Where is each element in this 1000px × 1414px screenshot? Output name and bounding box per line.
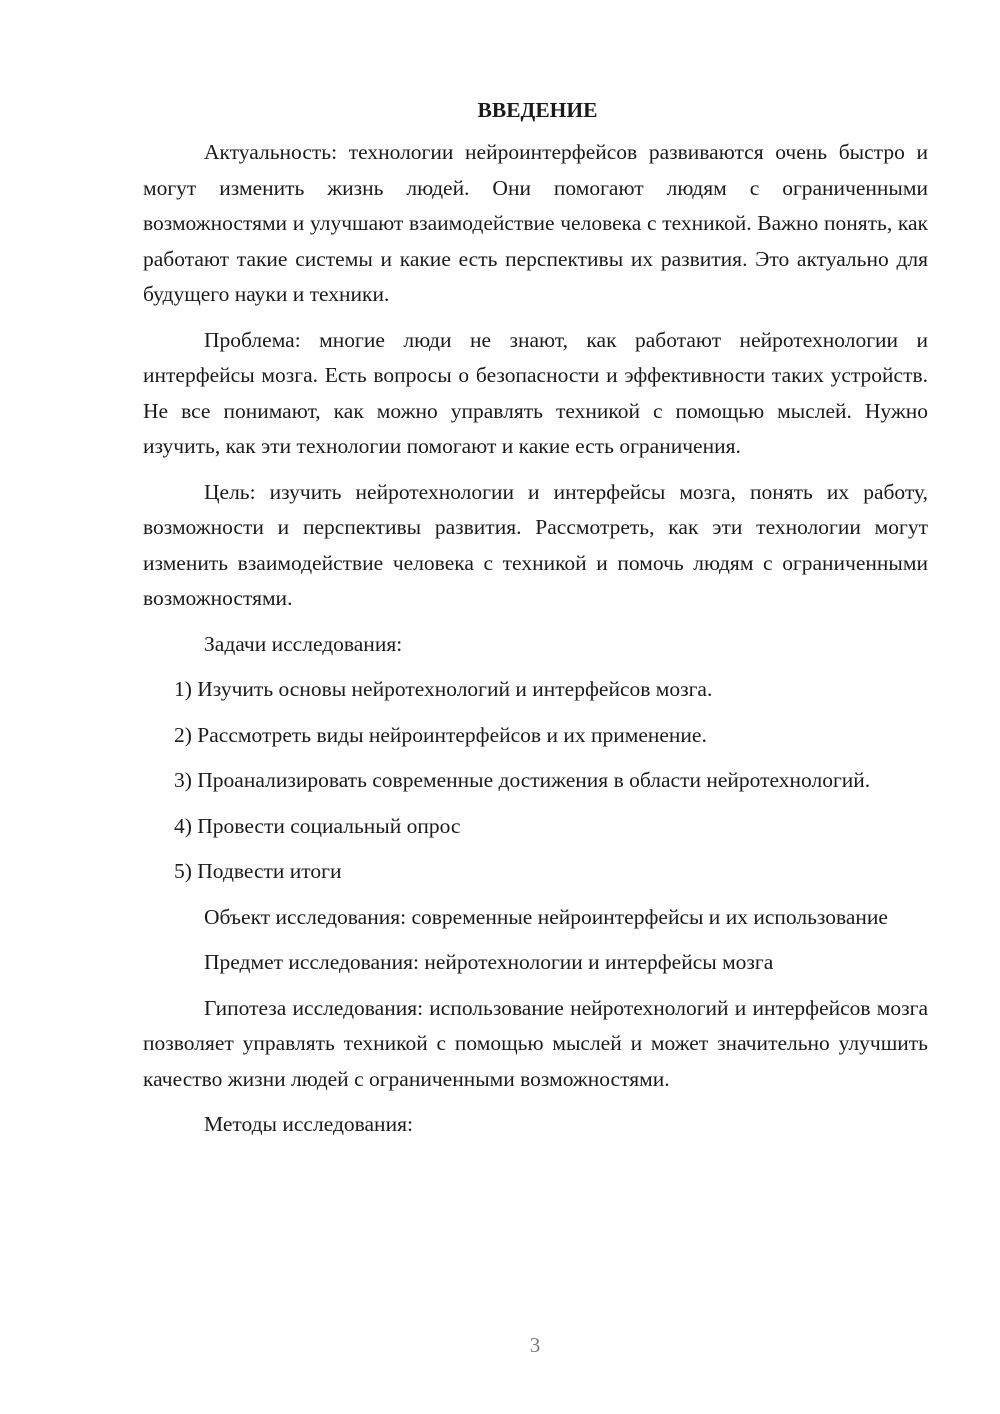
object-paragraph: Объект исследования: современные нейроинтерфейсы и их использование — [204, 904, 888, 929]
page-number: 3 — [529, 1333, 541, 1357]
subject-paragraph: Предмет исследования: нейротехнологии и интерфейсы мозга — [204, 950, 774, 974]
section-title: ВВЕДЕНИЕ — [477, 98, 598, 122]
goal-paragraph: Цель: изучить нейротехнологии и интерфейсы мозга, понять их работу, возможности и перспективы развития. Рассмотреть, как эти технологии могут изменить взаимодействие человека с техникой и помочь людям с ограниченными возможностями. — [143, 479, 928, 610]
tasks-heading: Задачи исследования: — [204, 631, 403, 656]
hypothesis-paragraph: Гипотеза исследования: использование нейротехнологий и интерфейсов мозга позволяет управлять техникой с помощью мыслей и может значительно улучшить качество жизни людей с ограниченными возможностями. — [143, 995, 928, 1091]
task-item: 3) Проанализировать современные достижения в области нейротехнологий. — [174, 768, 871, 792]
task-item: 4) Провести социальный опрос — [174, 813, 461, 838]
document-page — [143, 90, 928, 1153]
relevance-paragraph: Актуальность: технологии нейроинтерфейсов развиваются очень быстро и могут изменить жизнь людей. Они помогают людям с ограниченными возможностями и улучшают взаимодействие человека с техникой. Важно понять, как работают такие системы и какие есть перспективы их развития. Это актуально для будущего науки и техники. — [143, 140, 928, 306]
methods-heading: Методы исследования: — [204, 1112, 413, 1136]
problem-paragraph: Проблема: многие люди не знают, как работают нейротехнологии и интерфейсы мозга. Есть вопросы о безопасности и эффективности таких устройств. Не все понимают, как можно управлять техникой с помощью мыслей. Нужно изучить, как эти технологии помогают и какие есть ограничения. — [143, 327, 928, 458]
task-item: 2) Рассмотреть виды нейроинтерфейсов и их применение. — [174, 722, 707, 747]
task-item: 1) Изучить основы нейротехнологий и интерфейсов мозга. — [174, 677, 713, 701]
task-item: 5) Подвести итоги — [174, 859, 342, 883]
